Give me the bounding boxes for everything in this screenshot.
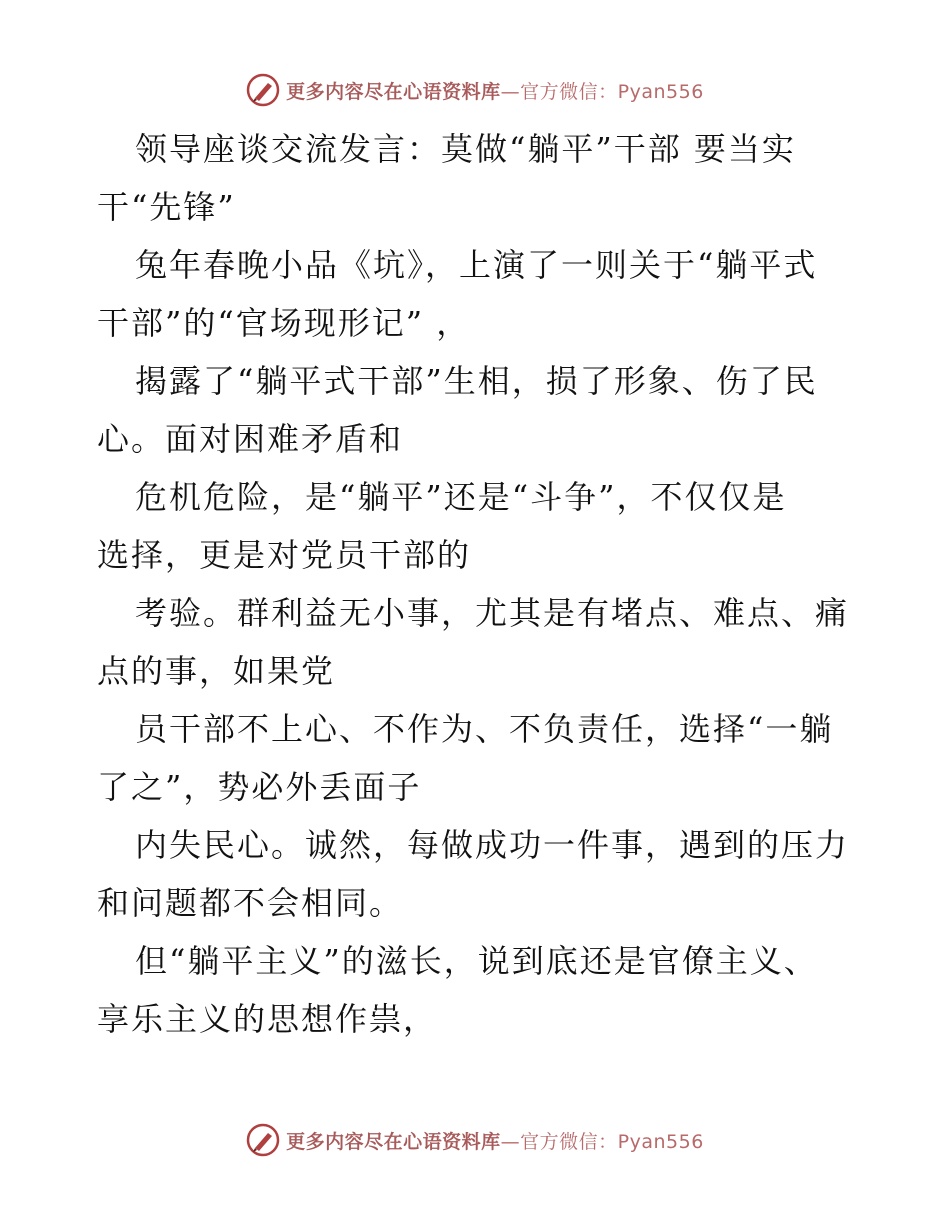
paragraph: 员干部不上心、不作为、不负责任，选择“一躺 了之”，势必外丢面子 xyxy=(97,710,834,806)
paragraph: 内失民心。诚然，每做成功一件事，遇到的压力 和问题都不会相同。 xyxy=(97,826,850,922)
paragraph: 揭露了“躺平式干部”生相，损了形象、伤了民 心。面对困难矛盾和 xyxy=(97,362,818,458)
document-title: 领导座谈交流发言：莫做“躺平”干部 要当实 干“先锋” xyxy=(97,130,796,226)
footer-watermark xyxy=(0,1120,950,1160)
header-watermark xyxy=(0,70,950,110)
document-body xyxy=(97,120,857,1048)
pen-logo-icon xyxy=(246,73,280,107)
watermark-text: 更多内容尽在心语资料库—官方微信：Pyan556 xyxy=(286,1130,704,1153)
paragraph: 考验。群利益无小事，尤其是有堵点、难点、痛 点的事，如果党 xyxy=(97,594,850,690)
pen-logo-icon xyxy=(246,1123,280,1157)
paragraph: 危机危险，是“躺平”还是“斗争”，不仅仅是 选择，更是对党员干部的 xyxy=(97,478,787,574)
paragraph: 但“躺平主义”的滋长，说到底还是官僚主义、 享乐主义的思想作祟， xyxy=(97,942,818,1038)
paragraph: 兔年春晚小品《坑》，上演了一则关于“躺平式 干部”的“官场现形记” ， xyxy=(97,246,818,342)
watermark-text: 更多内容尽在心语资料库—官方微信：Pyan556 xyxy=(286,80,704,103)
